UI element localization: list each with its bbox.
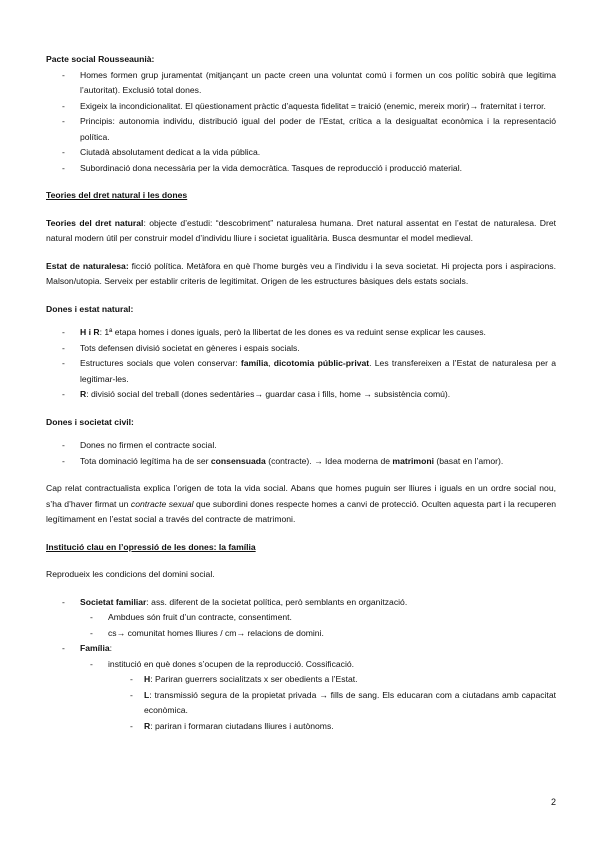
list-item: - Ciutadà absolutament dedicat a la vida pública.	[46, 145, 556, 161]
bullet-list	[46, 595, 556, 735]
page-number: 2	[551, 797, 557, 807]
section-heading: Pacte social Rousseaunià:	[46, 54, 155, 64]
list-item: - Tots defensen divisió societat en gèneres i espais socials.	[46, 341, 556, 357]
list-item: - Homes formen grup juramentat (mitjançant un pacte creen una voluntat comú i formen un cos polític sobirà que legitima l’autoritat). Exclusió total dones.	[46, 68, 556, 99]
document-page	[46, 52, 556, 734]
bullet-list	[46, 438, 556, 469]
paragraph: Teories del dret natural: objecte d’estudi: “descobriment” naturalesa humana. Dret natural assentat en l’estat de naturalesa. Dret natural modern útil per construir model d’individu lliure i societat igualitària. Busca desmuntar el model medieval.	[46, 217, 556, 243]
list-item: - Dones no firmen el contracte social.	[46, 438, 556, 454]
list-item: - H: Pariran guerrers socialitzats x ser obedients a l’Estat.	[46, 672, 556, 688]
list-item: - L: transmissió segura de la propietat privada → fills de sang. Els educaran com a ciutadans amb capacitat econòmica.	[46, 688, 556, 719]
paragraph: Cap relat contractualista explica l’origen de tota la vida social. Abans que homes puguin ser lliures i iguals en un ordre social nou, s’ha d’haver firmat un contracte sexual que subordini dones respecte homes a canvi de protecció. Oculten aquesta part i la recuperen legítimament en l’estat social a través del contracte de matrimoni.	[46, 483, 557, 524]
list-item: - institució en què dones s’ocupen de la reproducció. Cossificació.	[46, 657, 556, 673]
section-heading: Dones i societat civil:	[46, 416, 134, 427]
list-item: - R: pariran i formaran ciutadans lliures i autònoms.	[46, 719, 556, 735]
list-item: - Exigeix la incondicionalitat. El qüestionament pràctic d’aquesta fidelitat = traició (enemic, mereix morir)→ fraternitat i terror.	[46, 99, 556, 115]
section-heading: Dones i estat natural:	[46, 303, 134, 314]
list-item: - H i R: 1ª etapa homes i dones iguals, però la llibertat de les dones es va reduint sense explicar les causes.	[46, 325, 556, 341]
list-item: - Ambdues són fruit d’un contracte, consentiment.	[46, 610, 556, 626]
list-item: - Societat familiar: ass. diferent de la societat política, però semblants en organització.	[46, 595, 556, 611]
bullet-list	[46, 68, 556, 177]
paragraph: Reprodueix les condicions del domini social.	[46, 569, 215, 579]
list-item: - cs→ comunitat homes lliures / cm→ relacions de domini.	[46, 626, 556, 642]
list-item: - R: divisió social del treball (dones sedentàries→ guardar casa i fills, home → subsistència comú).	[46, 387, 556, 403]
list-item: - Principis: autonomia individu, distribució igual del poder de l’Estat, crítica a la desigualtat econòmica i la representació política.	[46, 114, 556, 145]
section-heading: Teories del dret natural i les dones	[46, 190, 188, 200]
list-item: - Subordinació dona necessària per la vida democràtica. Tasques de reproducció i producció material.	[46, 161, 556, 177]
bullet-list	[46, 325, 556, 403]
list-item: - Tota dominació legítima ha de ser consensuada (contracte). → Idea moderna de matrimoni (basat en l’amor).	[46, 454, 556, 470]
paragraph: Estat de naturalesa: ficció política. Metàfora en què l’home burgès veu a l’individu i la seva societat. Hi projecta pors i aspiracions. Malson/utopia. Serveix per establir criteris de legitimitat. Origen de les estructures bàsiques dels estats socials.	[46, 260, 556, 286]
section-heading: Institució clau en l’opressió de les dones: la família	[46, 541, 256, 552]
list-item: - Estructures socials que volen conservar: família, dicotomia públic-privat. Les transfereixen a l’Estat de naturalesa per a legitimar-les.	[46, 356, 556, 387]
list-item: - Família:	[46, 641, 556, 657]
